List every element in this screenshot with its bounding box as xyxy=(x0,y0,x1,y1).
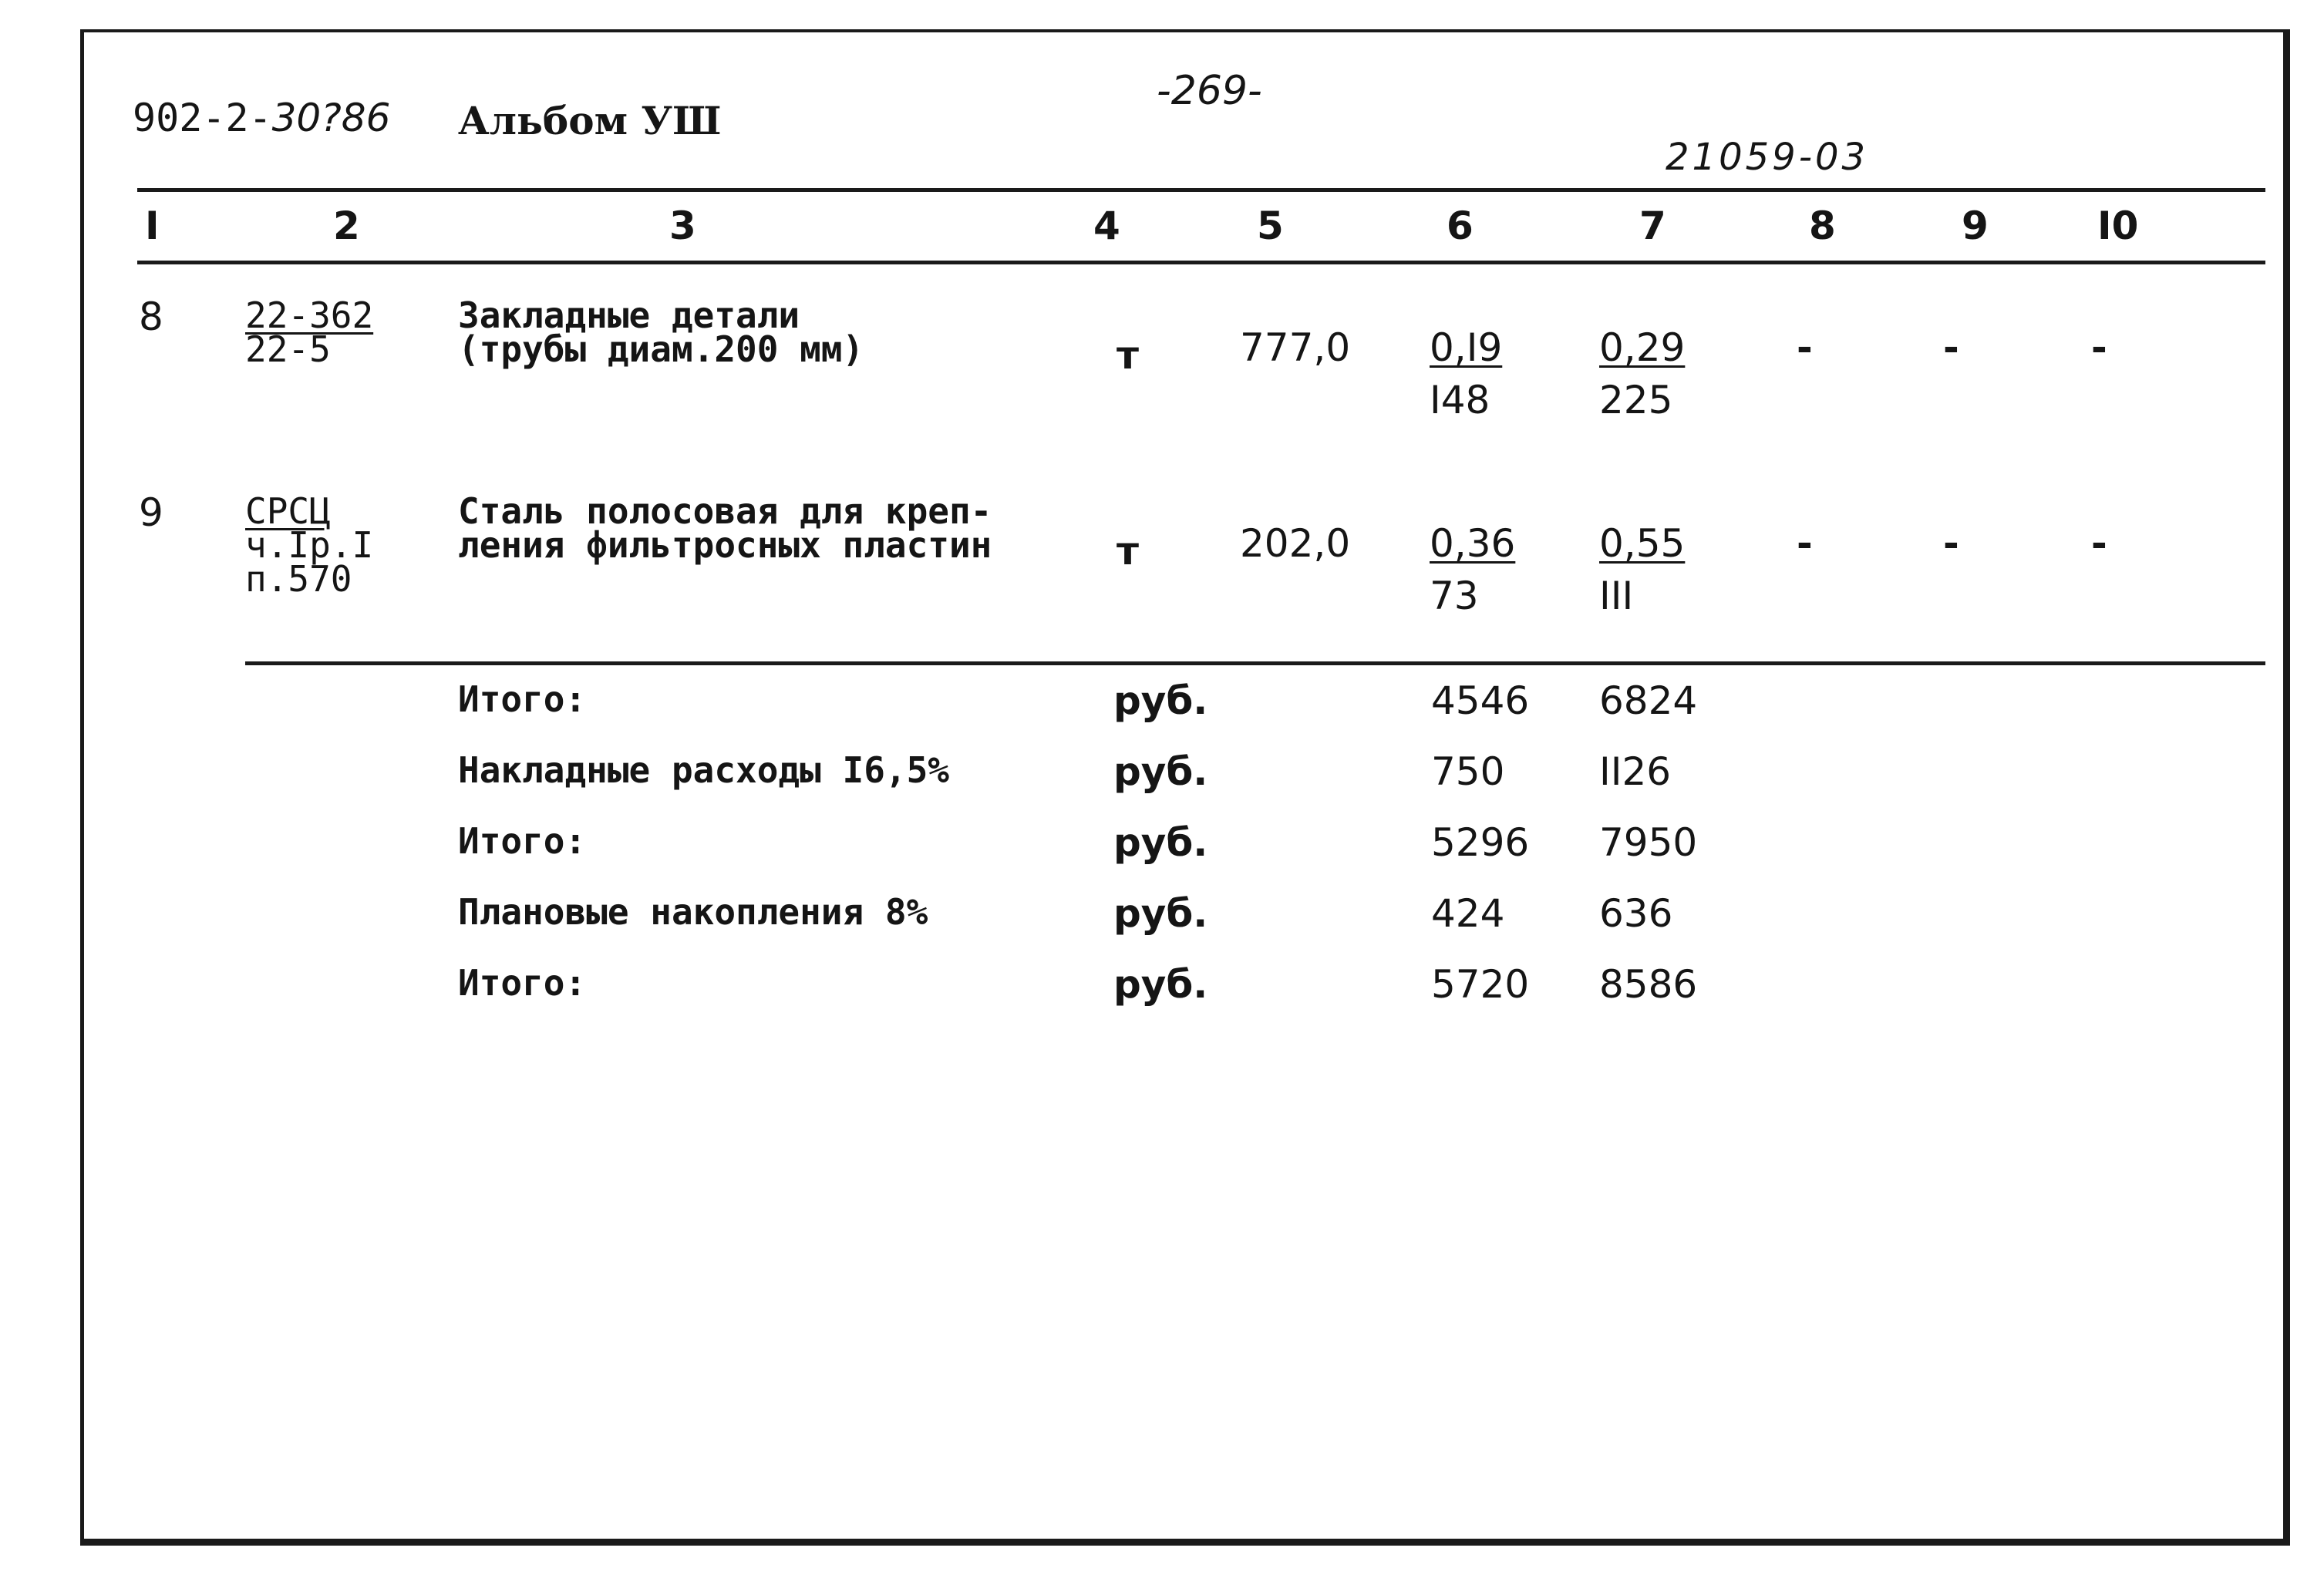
column-header-7: 7 xyxy=(1639,204,1666,248)
album-title: Альбом УШ xyxy=(458,98,722,143)
row-9-col6-top: 0,36 xyxy=(1430,521,1516,566)
row-8-col8: - xyxy=(1797,325,1813,370)
row-8-code: 22-362 xyxy=(245,294,374,336)
project-code-prefix: 902-2- xyxy=(133,96,272,140)
row-8-description-line: Закладные детали xyxy=(458,294,800,336)
row-9-unit: т xyxy=(1117,529,1139,574)
row-8-number: 8 xyxy=(139,294,163,339)
row-9-description-line: Сталь полосовая для креп- xyxy=(458,490,992,532)
totals-col7: 636 xyxy=(1599,891,1673,936)
totals-col7: II26 xyxy=(1599,749,1672,794)
totals-col7: 6824 xyxy=(1599,678,1698,723)
row-9-col7-bottom: III xyxy=(1599,574,1634,618)
totals-label: Итого: xyxy=(458,678,587,720)
totals-label: Итого: xyxy=(458,820,587,862)
row-9-description-line: ления фильтросных пластин xyxy=(458,524,992,566)
column-header-4: 4 xyxy=(1093,204,1120,248)
column-header-1: I xyxy=(145,204,160,248)
row-9-col10: - xyxy=(2091,521,2107,566)
row-8-quantity: 777,0 xyxy=(1240,325,1351,370)
row-9-number: 9 xyxy=(139,490,163,535)
row-9-col7-top: 0,55 xyxy=(1599,521,1686,566)
column-header-8: 8 xyxy=(1809,204,1836,248)
row-8-col6-bottom: I48 xyxy=(1430,378,1490,422)
page-number: -269- xyxy=(1157,68,1262,114)
row-9-code-line: ч.Iр.I xyxy=(245,524,374,566)
totals-unit: руб. xyxy=(1113,962,1208,1007)
row-9-quantity: 202,0 xyxy=(1240,521,1351,566)
totals-col6: 5296 xyxy=(1431,820,1530,865)
project-code xyxy=(133,96,391,140)
totals-col6: 424 xyxy=(1431,891,1505,936)
row-8-col6-top: 0,I9 xyxy=(1430,325,1503,370)
row-8-col7-bottom: 225 xyxy=(1599,378,1673,422)
column-header-9: 9 xyxy=(1962,204,1989,248)
row-9-code-line: п.570 xyxy=(245,558,352,600)
column-header-3: 3 xyxy=(669,204,696,248)
header-top-rule xyxy=(137,188,2265,192)
column-header-5: 5 xyxy=(1257,204,1284,248)
totals-unit: руб. xyxy=(1113,820,1208,865)
row-9-col8: - xyxy=(1797,521,1813,566)
totals-rule xyxy=(245,661,2265,665)
row-9-code: СРСЦ xyxy=(245,490,331,532)
totals-col7: 7950 xyxy=(1599,820,1698,865)
row-9-col6-bottom: 73 xyxy=(1430,574,1479,618)
column-header-2: 2 xyxy=(333,204,360,248)
project-code-handwritten: 30?86 xyxy=(271,96,391,140)
totals-unit: руб. xyxy=(1113,891,1208,936)
row-8-col10: - xyxy=(2091,325,2107,370)
totals-unit: руб. xyxy=(1113,749,1208,794)
column-header-10: I0 xyxy=(2097,204,2139,248)
row-8-description-line: (трубы диам.200 мм) xyxy=(458,328,864,370)
totals-col6: 5720 xyxy=(1431,962,1530,1007)
row-9-col9: - xyxy=(1943,521,1959,566)
totals-col6: 750 xyxy=(1431,749,1505,794)
row-8-col9: - xyxy=(1943,325,1959,370)
totals-unit: руб. xyxy=(1113,678,1208,723)
column-header-6: 6 xyxy=(1447,204,1474,248)
totals-col7: 8586 xyxy=(1599,962,1698,1007)
document-number: 21059-03 xyxy=(1666,136,1869,179)
totals-label: Накладные расходы I6,5% xyxy=(458,749,949,791)
totals-label: Плановые накопления 8% xyxy=(458,891,928,933)
totals-col6: 4546 xyxy=(1431,678,1530,723)
totals-label: Итого: xyxy=(458,962,587,1004)
row-8-col7-top: 0,29 xyxy=(1599,325,1686,370)
row-8-unit: т xyxy=(1117,333,1139,378)
row-8-code-line: 22-5 xyxy=(245,328,331,370)
header-bottom-rule xyxy=(137,261,2265,264)
